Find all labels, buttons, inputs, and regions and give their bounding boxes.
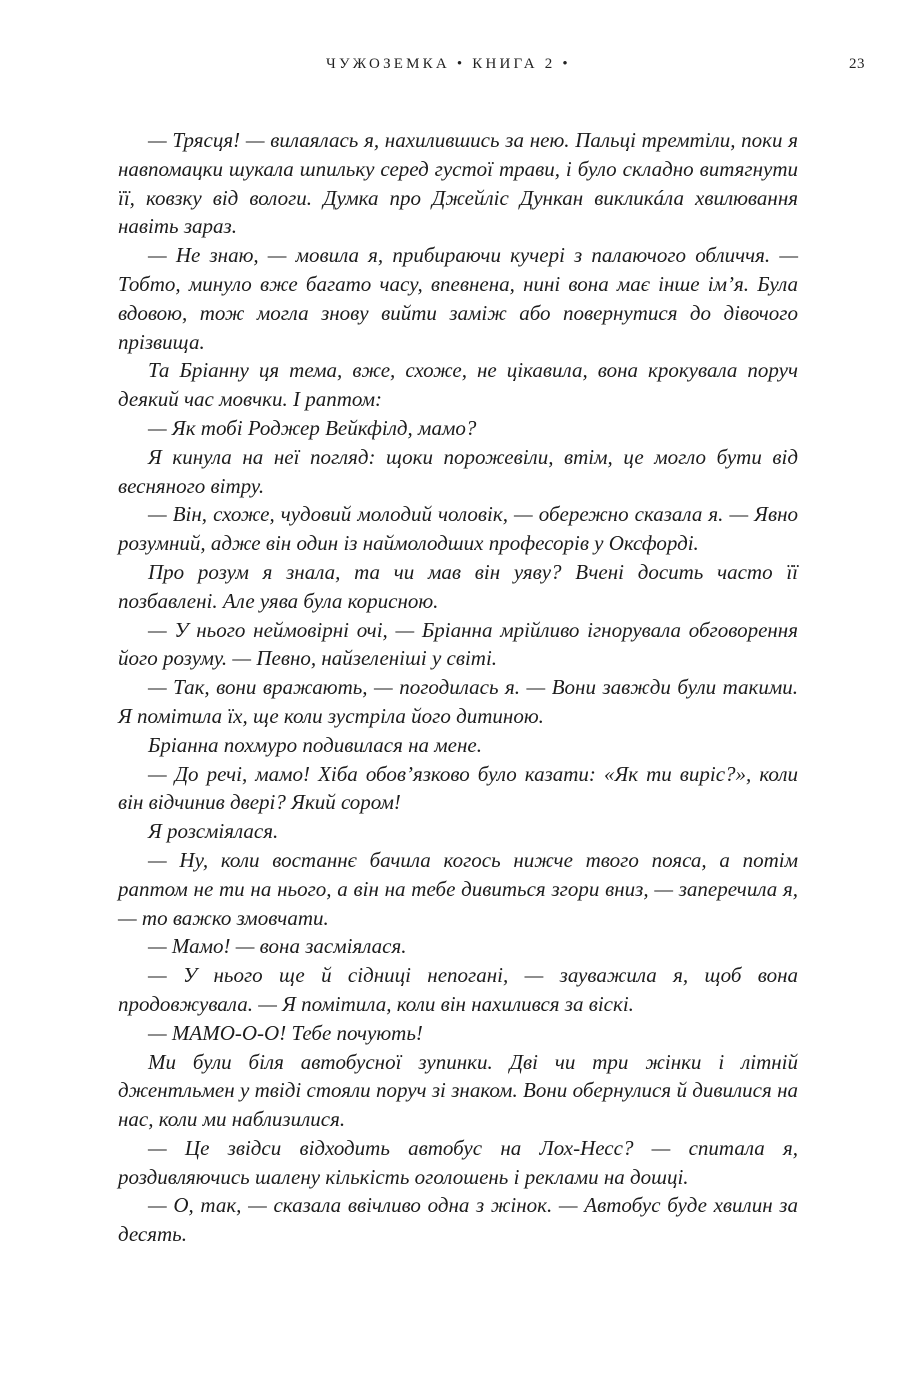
paragraph: Ми були біля автобусної зупинки. Дві чи три жінки і літній джентльмен у твіді стояли поруч зі знаком. Вони обернулися й дивилися на нас, коли ми наблизилися. — [118, 1049, 798, 1132]
running-head — [0, 56, 915, 80]
paragraph: — Трясця! — вилаялась я, нахилившись за нею. Пальці тремтіли, поки я навпомацки шукала шпильку серед густої трави, і було складно витягнути її, ковзку від вологи. Думка про Джейліс Дункан викликáла хвилювання навіть зараз. — [118, 128, 798, 239]
paragraph: — Не знаю, — мовила я, прибираючи кучері з палаючого обличчя. — Тобто, минуло вже багато часу, впевнена, нині вона має інше ім’я. Була вдовою, тож могла знову вийти заміж або повернутися до дівочого прізвища. — [118, 243, 798, 354]
paragraph: — У нього неймовірні очі, — Бріанна мрійливо ігнорувала обговорення його розуму. — Певно, найзеленіші у світі. — [118, 617, 798, 671]
paragraph: — Так, вони вражають, — погодилась я. — Вони завжди були такими. Я помітила їх, ще коли зустріла його дитиною. — [118, 675, 798, 728]
page-number: 23 — [849, 56, 865, 72]
paragraph: Я кинула на неї погляд: щоки порожевіли, втім, це могло бути від весняного вітру. — [118, 444, 798, 498]
body-text — [118, 126, 798, 1249]
paragraph: Та Бріанну ця тема, вже, схоже, не цікавила, вона крокувала поруч деякий час мовчки. І раптом: — [118, 358, 798, 412]
paragraph: — Як тобі Роджер Вейкфілд, мамо? — [148, 415, 477, 440]
paragraph: — МАМО-О-О! Тебе почують! — [148, 1020, 423, 1045]
paragraph: — Ну, коли востаннє бачила когось нижче твого пояса, а потім раптом не ти на нього, а він на тебе дивиться згори вниз, — заперечила я, — то важко змовчати. — [118, 847, 798, 930]
paragraph: Про розум я знала, та чи мав він уяву? Вчені досить часто її позбавлені. Але уява була корисною. — [118, 559, 798, 613]
running-title: ЧУЖОЗЕМКА • КНИГА 2 • — [326, 56, 571, 72]
paragraph: Бріанна похмуро подивилася на мене. — [148, 732, 482, 757]
paragraph: — Мамо! — вона засміялася. — [148, 934, 407, 959]
paragraph: — О, так, — сказала ввічливо одна з жінок. — Автобус буде хвилин за десять. — [118, 1193, 798, 1247]
paragraph: — У нього ще й сідниці непогані, — зауважила я, щоб вона продовжувала. — Я помітила, коли він нахилився за віскі. — [118, 963, 798, 1016]
paragraph: Я розсміялася. — [148, 819, 279, 844]
paragraph: — Це звідси відходить автобус на Лох-Несс? — спитала я, роздивляючись шалену кількість оголошень і реклами на дошці. — [118, 1135, 798, 1189]
paragraph: — До речі, мамо! Хіба обов’язково було казати: «Як ти виріс?», коли він відчинив двері? Який сором! — [118, 761, 798, 815]
paragraph: — Він, схоже, чудовий молодий чоловік, — обережно сказала я. — Явно розумний, адже він один із наймолодших професорів у Оксфорді. — [118, 502, 798, 556]
